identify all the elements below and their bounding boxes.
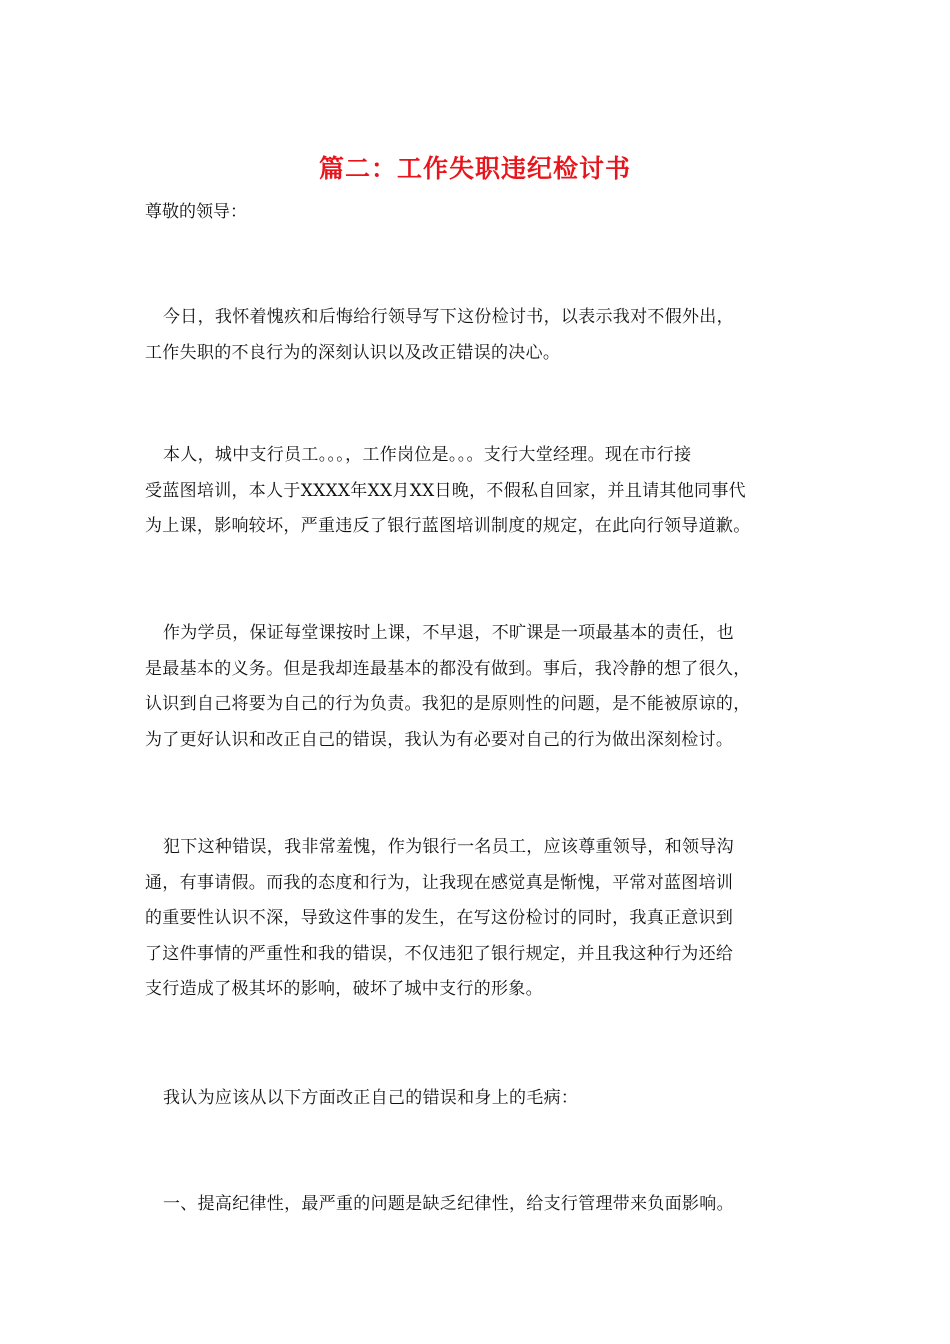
paragraph-line: 一、提高纪律性，最严重的问题是缺乏纪律性，给支行管理带来负面影响。: [163, 1194, 734, 1214]
paragraph-line: 的重要性认识不深，导致这件事的发生，在写这份检讨的同时，我真正意识到: [145, 908, 734, 928]
paragraph-line: 工作失职的不良行为的深刻认识以及改正错误的决心。: [145, 342, 561, 363]
paragraph-line: 我认为应该从以下方面改正自己的错误和身上的毛病：: [163, 1088, 579, 1108]
paragraph-6: [145, 1187, 815, 1223]
paragraph-line: 认识到自己将要为自己的行为负责。我犯的是原则性的问题，是不能被原谅的，: [145, 694, 751, 714]
paragraph-line: 今日，我怀着愧疚和后悔给行领导写下这份检讨书，以表示我对不假外出，: [163, 307, 734, 327]
paragraph-2: [145, 438, 815, 545]
paragraph-1: [145, 300, 815, 371]
paragraph-line: 作为学员，保证每堂课按时上课，不早退，不旷课是一项最基本的责任，也: [163, 623, 734, 643]
paragraph-5: [145, 1081, 815, 1117]
paragraph-line: 了这件事情的严重性和我的错误，不仅违犯了银行规定，并且我这种行为还给: [145, 943, 734, 964]
paragraph-3: [145, 616, 815, 758]
paragraph-line: 为上课，影响较坏，严重违反了银行蓝图培训制度的规定，在此向行领导道歉。: [145, 516, 751, 536]
paragraph-4: [145, 830, 815, 1008]
document-title: 篇二：工作失职违纪检讨书: [318, 154, 631, 183]
paragraph-line: 通，有事请假。而我的态度和行为，让我现在感觉真是惭愧，平常对蓝图培训: [145, 872, 734, 893]
paragraph-line: 是最基本的义务。但是我却连最基本的都没有做到。事后，我冷静的想了很久，: [145, 658, 751, 679]
paragraph-line: 犯下这种错误，我非常羞愧，作为银行一名员工，应该尊重领导，和领导沟: [163, 837, 734, 857]
paragraph-line: 为了更好认识和改正自己的错误，我认为有必要对自己的行为做出深刻检讨。: [145, 729, 734, 750]
paragraph-line: 受蓝图培训，本人于XXXX年XX月XX日晚，不假私自回家，并且请其他同事代: [145, 480, 746, 501]
paragraph-line: 本人，城中支行员工。。。，工作岗位是。。。支行大堂经理。现在市行接: [163, 445, 692, 465]
salutation: 尊敬的领导：: [145, 202, 247, 222]
paragraph-line: 支行造成了极其坏的影响，破坏了城中支行的形象。: [145, 979, 543, 999]
